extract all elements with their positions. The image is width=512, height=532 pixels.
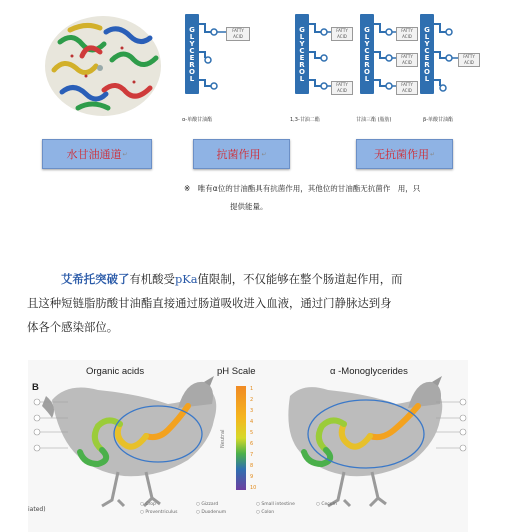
fatty-acid-tag: FATTY ACID (396, 27, 418, 41)
footnote (184, 180, 504, 216)
ph-tick: 1 (250, 386, 254, 392)
paragraph-line-3: 体各个感染部位。 (27, 320, 119, 334)
figure-legend (140, 502, 360, 520)
glycerol-connectors (180, 12, 480, 130)
glycerol-diagrams (180, 12, 480, 130)
legend-item: ○ Proventriculus (140, 510, 178, 515)
ph-tick: 6 (250, 441, 254, 447)
paragraph-text: 值限制，不仅能够在整个肠道起作用，而 (197, 272, 403, 286)
label-no-antibacterial (356, 139, 453, 169)
caption-triglyceride: 甘油三酯 (脂肪) (356, 117, 392, 123)
label-text: 抗菌作用 (216, 148, 261, 161)
legend-item: ○ Colon (256, 510, 275, 515)
pka-term: pKa (174, 272, 198, 286)
legend-item: ○ Cecum (316, 502, 337, 507)
fatty-acid-tag: FATTY ACID (396, 81, 418, 95)
ph-neutral-label: Neutral (220, 429, 226, 448)
ph-tick: 3 (250, 408, 254, 414)
panel-letter: B (32, 382, 39, 393)
paragraph-line-1 (27, 267, 497, 291)
caption-beta-monoglyceride: β-单酸甘油酯 (423, 117, 453, 123)
label-text: 无抗菌作用 (373, 148, 429, 161)
protein-structure-image (42, 12, 164, 120)
body-paragraph (27, 267, 497, 339)
title-monoglycerides: α -Monoglycerides (330, 366, 408, 377)
fatty-acid-tag: FATTY ACID (226, 27, 250, 41)
return-mark: ↵ (429, 150, 436, 158)
glycerol-backbone-3: GLYCEROL (360, 14, 374, 94)
corner-text: iated) (28, 506, 46, 513)
chicken-gut-figure (28, 360, 468, 532)
label-text: 水甘油通道 (66, 148, 122, 161)
ph-tick: 7 (250, 452, 254, 458)
glycerol-backbone-1: GLYCEROL (185, 14, 199, 94)
legend-item: ○ Crop (140, 502, 156, 507)
ph-tick: 5 (250, 430, 254, 436)
glycerol-backbone-4: GLYCEROL (420, 14, 434, 94)
title-organic-acids: Organic acids (86, 366, 145, 377)
ph-tick: 8 (250, 463, 254, 469)
label-glycerol-channel (42, 139, 152, 169)
chicken-left (42, 376, 219, 507)
legend-item: ○ Duodenum (196, 510, 227, 515)
paragraph-text: 有机酸受 (129, 272, 175, 286)
caption-alpha-monoglyceride: α-单酸甘油酯 (182, 117, 213, 123)
return-mark: ↵ (261, 150, 267, 158)
fatty-acid-tag: FATTY ACID (458, 53, 480, 67)
fatty-acid-tag: FATTY ACID (396, 53, 418, 67)
footnote-line-1: ※ 唯有α位的甘油酯具有抗菌作用，其他位的甘油酯无抗菌作 用，只 (184, 184, 421, 193)
glycerol-backbone-2: GLYCEROL (295, 14, 309, 94)
ph-tick: 4 (250, 419, 254, 425)
ph-tick: 10 (250, 485, 257, 491)
paragraph-line-2: 且这种短链脂肪酸甘油酯直接通过肠道吸收进入血液，通过门静脉达到身 (27, 296, 392, 310)
legend-item: ○ Gizzard (196, 502, 219, 507)
return-mark: ↵ (122, 150, 128, 158)
legend-item: ○ Small intestine (256, 502, 295, 507)
title-ph-scale: pH Scale (217, 366, 256, 377)
ph-tick: 2 (250, 397, 254, 403)
brand-name: 艾希托突破了 (61, 272, 130, 286)
footnote-line-2: 提供能量。 (230, 202, 268, 211)
label-antibacterial (193, 139, 290, 169)
ph-tick: 9 (250, 474, 254, 480)
caption-diglyceride: 1,3-甘油二酯 (290, 117, 320, 123)
ph-scale-bar (236, 386, 246, 490)
fatty-acid-tag: FATTY ACID (331, 81, 353, 95)
ph-scale-numbers (250, 384, 262, 494)
fatty-acid-tag: FATTY ACID (331, 27, 353, 41)
